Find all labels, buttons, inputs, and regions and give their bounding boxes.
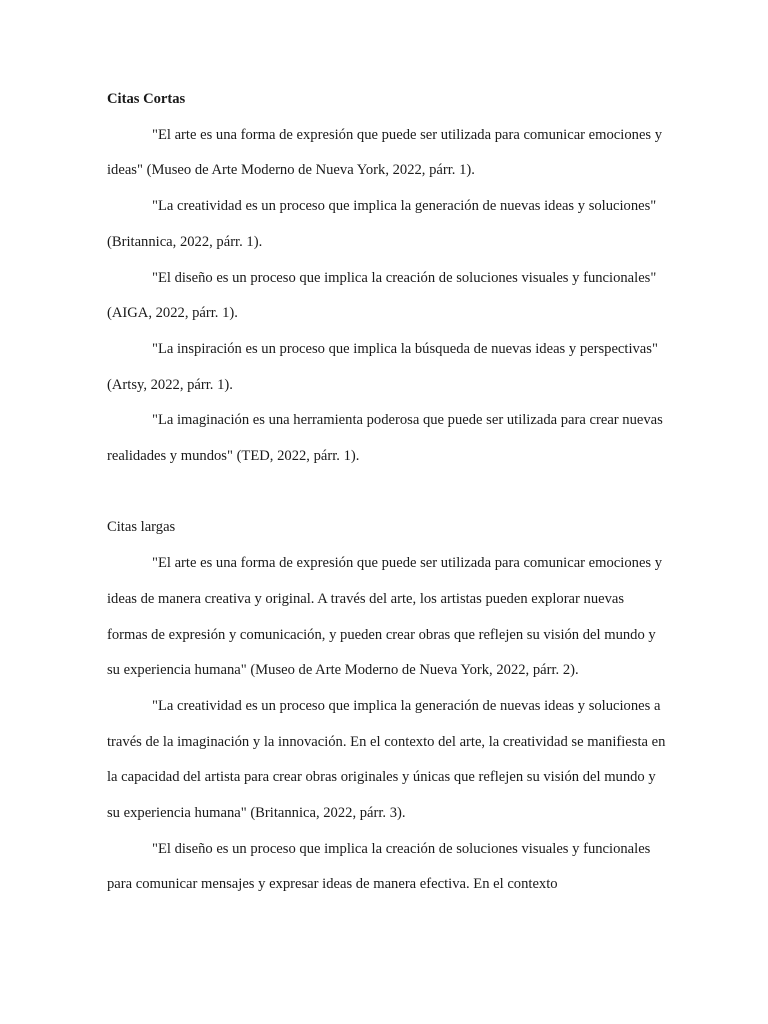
quote-paragraph: "El arte es una forma de expresión que puede ser utilizada para comunicar emociones y ideas" (Museo de Arte Moderno de Nueva York, 2022, párr. 1). xyxy=(107,126,663,179)
section-long-quotes xyxy=(107,510,667,903)
section-heading-citas-largas: Citas largas xyxy=(107,519,176,536)
quote-paragraph: "La inspiración es un proceso que implica la búsqueda de nuevas ideas y perspectivas" (Artsy, 2022, párr. 1). xyxy=(107,340,658,393)
quote-paragraph: "La creatividad es un proceso que implica la generación de nuevas ideas y soluciones a través de la imaginación y la innovación. En el contexto del arte, la creatividad se manifiesta en la capacidad del artista para crear obras originales y únicas que reflejen su visión del mundo y su experiencia humana" (Britannica, 2022, párr. 3). xyxy=(107,697,666,822)
section-short-quotes xyxy=(107,82,667,475)
section-spacer xyxy=(107,475,667,511)
section-heading-citas-cortas: Citas Cortas xyxy=(107,91,186,107)
quote-paragraph: "La imaginación es una herramienta poderosa que puede ser utilizada para crear nuevas realidades y mundos" (TED, 2022, párr. 1). xyxy=(107,412,663,465)
quote-paragraph: "El arte es una forma de expresión que puede ser utilizada para comunicar emociones y ideas de manera creativa y original. A través del arte, los artistas pueden explorar nuevas formas de expresión y comunicación, y pueden crear obras que reflejen su visión del mundo y su experiencia humana" (Museo de Arte Moderno de Nueva York, 2022, párr. 2). xyxy=(107,555,663,679)
quote-paragraph: "La creatividad es un proceso que implica la generación de nuevas ideas y soluciones" (Britannica, 2022, párr. 1). xyxy=(107,198,657,250)
quote-paragraph: "El diseño es un proceso que implica la creación de soluciones visuales y funcionales para comunicar mensajes y expresar ideas de manera efectiva. En el contexto xyxy=(107,840,651,893)
document-body xyxy=(107,82,667,903)
quote-paragraph: "El diseño es un proceso que implica la creación de soluciones visuales y funcionales" (AIGA, 2022, párr. 1). xyxy=(107,269,657,322)
